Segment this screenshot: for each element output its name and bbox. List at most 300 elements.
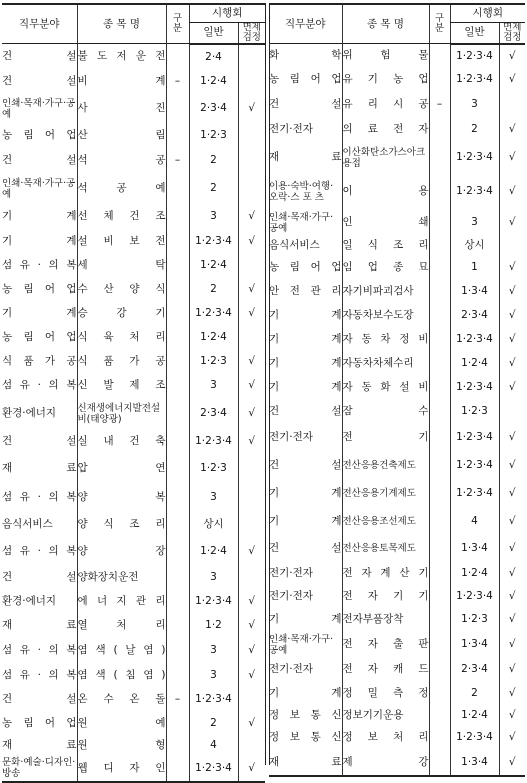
exempt-cell: √ xyxy=(499,424,525,452)
general-cell: 1·2·3·4 xyxy=(189,302,238,326)
exempt-cell: √ xyxy=(499,658,525,682)
name-cell: 유 리 시 공 xyxy=(342,92,429,118)
header-category: 구분 xyxy=(429,4,450,44)
table-row xyxy=(2,736,265,756)
general-cell: 1·2·3·4 xyxy=(189,430,238,454)
header-name: 종 목 명 xyxy=(77,4,166,44)
general-cell: 1·2·4 xyxy=(450,706,499,726)
table-row xyxy=(2,44,265,70)
exempt-cell xyxy=(238,326,265,350)
exempt-cell: √ xyxy=(499,726,525,750)
exempt-cell: √ xyxy=(499,750,525,776)
category-cell xyxy=(166,302,189,326)
table-row xyxy=(2,124,265,148)
field-cell: 건 설 xyxy=(269,98,342,110)
general-cell: 2 xyxy=(189,278,238,302)
field-cell: 건 설 xyxy=(2,154,77,166)
general-cell: 3 xyxy=(189,638,238,664)
exempt-cell: √ xyxy=(499,210,525,236)
field-cell: 건 설 xyxy=(2,435,77,447)
general-cell: 1·2·3·4 xyxy=(450,480,499,508)
category-cell xyxy=(429,632,450,658)
field-cell: 기 계 xyxy=(2,210,77,222)
name-cell: 온 수 온 돌 xyxy=(77,688,166,712)
exempt-cell xyxy=(499,92,525,118)
table-row xyxy=(2,712,265,736)
right-table-panel xyxy=(269,3,525,777)
table-row xyxy=(2,204,265,230)
exempt-cell xyxy=(238,688,265,712)
category-cell xyxy=(166,590,189,614)
table-row xyxy=(269,280,525,304)
exempt-cell xyxy=(238,454,265,484)
general-cell: 2·3·4 xyxy=(450,658,499,682)
table-row xyxy=(269,750,525,776)
name-cell: 전 자 캐 드 xyxy=(342,658,429,682)
general-cell: 1·2·3·4 xyxy=(450,44,499,68)
exempt-cell: √ xyxy=(238,638,265,664)
category-cell xyxy=(166,230,189,254)
exempt-cell: √ xyxy=(238,374,265,398)
table-row xyxy=(2,230,265,254)
table-row xyxy=(269,304,525,328)
exempt-cell: √ xyxy=(238,230,265,254)
general-cell: 3 xyxy=(189,566,238,590)
table-row xyxy=(269,92,525,118)
category-cell xyxy=(429,452,450,480)
name-cell: 정보기기운용 xyxy=(342,706,429,726)
table-row xyxy=(269,236,525,256)
name-cell: 전 자 계 산 기 xyxy=(342,562,429,586)
name-cell: 승 강 기 xyxy=(77,302,166,326)
field-cell: 농 림 어 업 xyxy=(269,261,342,273)
header-exempt: 면제검정 xyxy=(238,22,265,44)
name-cell: 실 내 건 축 xyxy=(77,430,166,454)
name-cell: 전 자 출 판 xyxy=(342,632,429,658)
table-row xyxy=(2,278,265,302)
table-row xyxy=(2,302,265,326)
general-cell: 상시 xyxy=(450,236,499,256)
field-cell: 건 설 xyxy=(2,571,77,583)
field-cell: 섬 유 · 의 복 xyxy=(2,379,77,391)
exempt-cell xyxy=(238,44,265,70)
table-row xyxy=(2,566,265,590)
table-row xyxy=(269,726,525,750)
name-cell: 이산화탄소가스아크용접 xyxy=(342,142,429,174)
general-cell: 상시 xyxy=(189,512,238,538)
exempt-cell: √ xyxy=(499,118,525,142)
table-row xyxy=(2,484,265,512)
name-cell: 웹 디 자 인 xyxy=(77,756,166,782)
field-cell: 기 계 xyxy=(269,357,342,369)
table-row xyxy=(269,44,525,68)
field-cell: 재 료 xyxy=(269,750,342,776)
field-cell: 섬 유 · 의 복 xyxy=(2,259,77,271)
table-row xyxy=(2,756,265,782)
exempt-cell: √ xyxy=(238,94,265,124)
table-row xyxy=(2,512,265,538)
general-cell: 3 xyxy=(189,204,238,230)
general-cell: 2·3·4 xyxy=(450,304,499,328)
exam-schedule-sheet xyxy=(2,3,525,779)
name-cell: 석 공 xyxy=(77,148,166,174)
category-cell xyxy=(429,304,450,328)
field-cell: 식 품 가 공 xyxy=(2,355,77,367)
table-row xyxy=(269,352,525,376)
general-cell: 2·3·4 xyxy=(189,94,238,124)
name-cell: 위 험 물 xyxy=(342,44,429,68)
general-cell: 1·2·3·4 xyxy=(189,590,238,614)
general-cell: 2 xyxy=(189,174,238,204)
name-cell: 선 체 건 조 xyxy=(77,204,166,230)
field-cell: 환경·에너지 xyxy=(2,407,57,419)
general-cell: 1 xyxy=(450,256,499,280)
exempt-cell: √ xyxy=(238,302,265,326)
table-row xyxy=(2,664,265,688)
category-cell xyxy=(166,614,189,638)
exempt-cell xyxy=(238,736,265,756)
field-cell: 전기·전자 xyxy=(269,567,313,579)
category-cell xyxy=(166,174,189,204)
field-cell: 기 계 xyxy=(269,613,342,625)
right-table xyxy=(269,3,525,777)
exempt-cell: √ xyxy=(499,562,525,586)
exempt-cell xyxy=(238,124,265,148)
name-cell: 비 계 xyxy=(77,70,166,94)
field-cell: 섬 유 · 의 복 xyxy=(2,491,77,503)
general-cell: 2·4 xyxy=(189,44,238,70)
exempt-cell xyxy=(238,512,265,538)
table-row xyxy=(2,638,265,664)
table-row xyxy=(2,590,265,614)
name-cell: 임 업 종 묘 xyxy=(342,256,429,280)
general-cell: 1·2·3·4 xyxy=(450,376,499,400)
exempt-cell: √ xyxy=(499,376,525,400)
field-cell: 이용·숙박·여행·오락·스 포 츠 xyxy=(269,180,334,203)
table-row xyxy=(2,430,265,454)
exempt-cell: √ xyxy=(238,614,265,638)
exempt-cell xyxy=(238,484,265,512)
category-cell xyxy=(166,638,189,664)
field-cell: 기 계 xyxy=(269,309,342,321)
general-cell: 1·2 xyxy=(189,614,238,638)
field-cell: 건 설 xyxy=(269,542,342,554)
category-cell xyxy=(166,664,189,688)
name-cell: 자 동 화 설 비 xyxy=(342,376,429,400)
category-cell xyxy=(429,706,450,726)
name-cell: 식 육 처 리 xyxy=(77,326,166,350)
general-cell: 2 xyxy=(450,682,499,706)
field-cell: 기 계 xyxy=(2,307,77,319)
table-row xyxy=(2,148,265,174)
exempt-cell xyxy=(238,174,265,204)
category-cell xyxy=(166,512,189,538)
table-row xyxy=(269,376,525,400)
table-row xyxy=(269,256,525,280)
general-cell: 1·2·3·4 xyxy=(450,726,499,750)
category-cell xyxy=(429,658,450,682)
category-cell xyxy=(166,454,189,484)
field-cell: 전기·전자 xyxy=(269,590,313,602)
header-exam-group: 시행회 xyxy=(450,4,525,22)
general-cell: 2 xyxy=(189,712,238,736)
name-cell: 정 보 처 리 xyxy=(342,726,429,750)
category-cell xyxy=(429,536,450,562)
left-table xyxy=(2,3,265,783)
name-cell: 자동차보수도장 xyxy=(342,304,429,328)
general-cell: 3 xyxy=(189,664,238,688)
category-cell: – xyxy=(166,148,189,174)
name-cell: 전 기 xyxy=(342,424,429,452)
category-cell xyxy=(166,326,189,350)
name-cell: 염 색 ( 날 염 ) xyxy=(77,638,166,664)
exempt-cell: √ xyxy=(238,350,265,374)
field-cell: 섬 유 · 의 복 xyxy=(2,644,77,656)
table-row xyxy=(2,614,265,638)
category-cell xyxy=(166,398,189,430)
general-cell: 1·2·3·4 xyxy=(450,424,499,452)
general-cell: 2 xyxy=(189,148,238,174)
exempt-cell: √ xyxy=(499,280,525,304)
field-cell: 문화·예술·디자인·방송 xyxy=(2,756,77,782)
field-cell: 정 보 통 신 xyxy=(269,731,342,743)
exempt-cell: √ xyxy=(238,430,265,454)
name-cell: 산 림 xyxy=(77,124,166,148)
field-cell: 건 설 xyxy=(2,50,77,63)
category-cell xyxy=(429,726,450,750)
exempt-cell: √ xyxy=(499,536,525,562)
field-cell: 기 계 xyxy=(269,381,342,393)
table-row xyxy=(2,254,265,278)
field-cell: 농 림 어 업 xyxy=(2,129,77,141)
name-cell: 양 장 xyxy=(77,538,166,566)
header-general: 일반 xyxy=(189,22,238,44)
header-exam-group: 시행회 xyxy=(189,4,265,22)
field-cell: 건 설 xyxy=(2,693,77,705)
general-cell: 1·2·3·4 xyxy=(189,230,238,254)
name-cell: 잠 수 xyxy=(342,400,429,424)
general-cell: 1·2·3·4 xyxy=(450,142,499,174)
field-cell: 기 계 xyxy=(2,235,77,247)
general-cell: 1·2·3·4 xyxy=(450,586,499,608)
name-cell: 압 연 xyxy=(77,454,166,484)
general-cell: 1·2·4 xyxy=(189,254,238,278)
general-cell: 1·2·3·4 xyxy=(189,756,238,782)
general-cell: 4 xyxy=(189,736,238,756)
name-cell: 정 밀 측 정 xyxy=(342,682,429,706)
left-table-panel xyxy=(2,3,265,783)
category-cell xyxy=(429,210,450,236)
general-cell: 3 xyxy=(450,210,499,236)
general-cell: 1·3·4 xyxy=(450,536,499,562)
category-cell: – xyxy=(429,92,450,118)
field-cell: 전기·전자 xyxy=(269,123,313,135)
table-row xyxy=(269,452,525,480)
general-cell: 1·2·3·4 xyxy=(450,452,499,480)
name-cell: 열 처 리 xyxy=(77,614,166,638)
table-row xyxy=(269,68,525,92)
field-cell: 정 보 통 신 xyxy=(269,709,342,721)
category-cell xyxy=(166,538,189,566)
table-row xyxy=(2,174,265,204)
name-cell: 불 도 저 운 전 xyxy=(77,44,166,70)
exempt-cell: √ xyxy=(499,304,525,328)
field-cell: 섬 유 · 의 복 xyxy=(2,669,77,681)
field-cell: 재 료 xyxy=(2,619,77,631)
table-row xyxy=(269,562,525,586)
header-name: 종 목 명 xyxy=(342,4,429,44)
exempt-cell xyxy=(238,566,265,590)
general-cell: 1·3·4 xyxy=(450,750,499,776)
field-cell: 섬 유 · 의 복 xyxy=(2,545,77,557)
table-row xyxy=(2,374,265,398)
category-cell xyxy=(429,256,450,280)
exempt-cell: √ xyxy=(499,352,525,376)
name-cell: 사 진 xyxy=(77,94,166,124)
table-row xyxy=(269,608,525,632)
table-row xyxy=(269,142,525,174)
category-cell xyxy=(166,94,189,124)
center-divider-left xyxy=(265,3,266,765)
name-cell: 신재생에너지발전설비(태양광) xyxy=(77,398,166,430)
category-cell xyxy=(166,204,189,230)
field-cell: 농 림 어 업 xyxy=(2,283,77,295)
field-cell: 재 료 xyxy=(2,739,77,751)
category-cell xyxy=(429,280,450,304)
name-cell: 양화장치운전 xyxy=(77,566,166,590)
exempt-cell: √ xyxy=(499,682,525,706)
name-cell: 원 형 xyxy=(77,736,166,756)
category-cell xyxy=(166,350,189,374)
general-cell: 1·2·3 xyxy=(450,400,499,424)
header-field: 직무분야 xyxy=(2,4,77,44)
name-cell: 자 동 차 정 비 xyxy=(342,328,429,352)
right-table-body xyxy=(269,44,525,776)
category-cell xyxy=(166,430,189,454)
general-cell: 4 xyxy=(450,508,499,536)
category-cell xyxy=(429,44,450,68)
exempt-cell: √ xyxy=(499,452,525,480)
exempt-cell xyxy=(499,236,525,256)
table-row xyxy=(269,424,525,452)
category-cell xyxy=(429,328,450,352)
exempt-cell: √ xyxy=(238,664,265,688)
exempt-cell xyxy=(238,148,265,174)
category-cell xyxy=(429,682,450,706)
general-cell: 2 xyxy=(450,118,499,142)
name-cell: 양 식 조 리 xyxy=(77,512,166,538)
name-cell: 전산응용토목제도 xyxy=(342,536,429,562)
category-cell xyxy=(429,424,450,452)
category-cell xyxy=(429,142,450,174)
table-row xyxy=(269,210,525,236)
category-cell xyxy=(166,566,189,590)
field-cell: 인쇄·목재·가구·공예 xyxy=(2,97,76,120)
header-field: 직무분야 xyxy=(269,4,342,44)
field-cell: 환경·에너지 xyxy=(2,595,57,607)
general-cell: 1·2·4 xyxy=(189,326,238,350)
name-cell: 전 자 기 기 xyxy=(342,586,429,608)
name-cell: 제 강 xyxy=(342,750,429,776)
field-cell: 안 전 관 리 xyxy=(269,285,342,297)
table-row xyxy=(269,682,525,706)
category-cell xyxy=(429,480,450,508)
general-cell: 1·2·3 xyxy=(450,608,499,632)
general-cell: 1·2·3·4 xyxy=(450,68,499,92)
name-cell: 자기비파괴검사 xyxy=(342,280,429,304)
general-cell: 1·2·3·4 xyxy=(450,328,499,352)
table-row xyxy=(2,454,265,484)
table-row xyxy=(269,400,525,424)
name-cell: 이 용 xyxy=(342,174,429,210)
exempt-cell: √ xyxy=(238,538,265,566)
table-row xyxy=(2,688,265,712)
category-cell xyxy=(166,736,189,756)
general-cell: 1·3·4 xyxy=(450,632,499,658)
field-cell: 인쇄·목재·가구·공예 xyxy=(269,211,334,234)
general-cell: 1·2·3 xyxy=(189,124,238,148)
category-cell: – xyxy=(166,688,189,712)
table-row xyxy=(269,658,525,682)
field-cell: 농 림 어 업 xyxy=(2,331,77,343)
exempt-cell: √ xyxy=(238,278,265,302)
field-cell: 인쇄·목재·가구·공예 xyxy=(269,633,334,656)
table-row xyxy=(269,118,525,142)
category-cell xyxy=(429,750,450,776)
table-row xyxy=(269,586,525,608)
exempt-cell: √ xyxy=(238,712,265,736)
name-cell: 염 색 ( 침 염 ) xyxy=(77,664,166,688)
general-cell: 1·2·4 xyxy=(450,562,499,586)
field-cell: 전기·전자 xyxy=(269,663,313,675)
general-cell: 1·2·3 xyxy=(189,350,238,374)
exempt-cell: √ xyxy=(238,756,265,782)
general-cell: 1·3·4 xyxy=(450,280,499,304)
exempt-cell xyxy=(238,70,265,94)
field-cell: 기 계 xyxy=(269,515,342,527)
category-cell xyxy=(429,586,450,608)
general-cell: 1·2·3·4 xyxy=(189,688,238,712)
table-row xyxy=(2,350,265,374)
field-cell: 기 계 xyxy=(269,333,342,345)
category-cell xyxy=(429,236,450,256)
category-cell xyxy=(429,174,450,210)
field-cell: 음식서비스 xyxy=(269,239,320,251)
table-row xyxy=(269,536,525,562)
table-row xyxy=(269,480,525,508)
category-cell xyxy=(429,608,450,632)
exempt-cell xyxy=(238,254,265,278)
name-cell: 전산응용건축제도 xyxy=(342,452,429,480)
header-exempt: 면제검정 xyxy=(499,22,525,44)
exempt-cell: √ xyxy=(499,706,525,726)
exempt-cell: √ xyxy=(499,174,525,210)
field-cell: 기 계 xyxy=(269,487,342,499)
exempt-cell: √ xyxy=(499,44,525,68)
field-cell: 건 설 xyxy=(2,75,77,87)
exempt-cell: √ xyxy=(499,328,525,352)
table-row xyxy=(2,398,265,430)
general-cell: 3 xyxy=(189,484,238,512)
category-cell: – xyxy=(166,70,189,94)
exempt-cell: √ xyxy=(499,508,525,536)
category-cell xyxy=(166,712,189,736)
name-cell: 인 쇄 xyxy=(342,210,429,236)
field-cell: 음식서비스 xyxy=(2,518,53,530)
field-cell: 건 설 xyxy=(269,459,342,471)
name-cell: 세 탁 xyxy=(77,254,166,278)
category-cell xyxy=(166,756,189,782)
